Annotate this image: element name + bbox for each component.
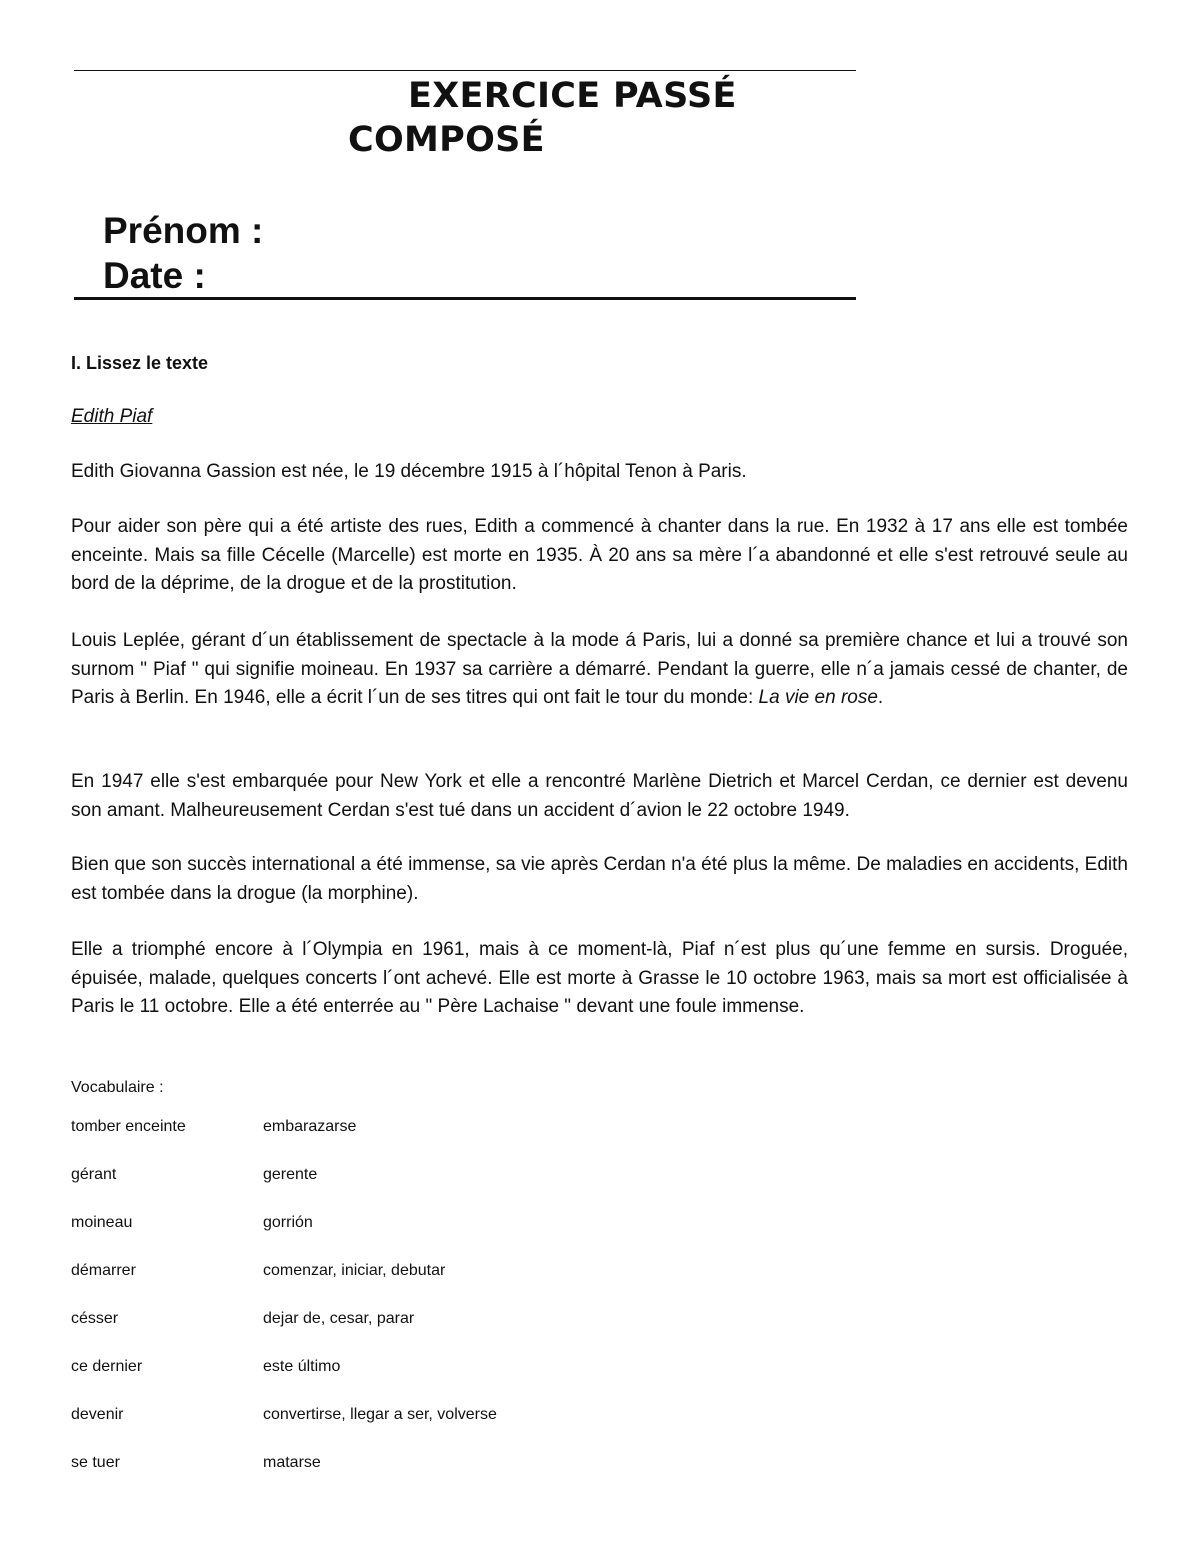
vocabulary-translation: gorrión bbox=[263, 1214, 313, 1231]
vocabulary-term: devenir bbox=[71, 1406, 124, 1423]
vocabulary-translation: gerente bbox=[263, 1166, 318, 1183]
paragraph-5: Bien que son succès international a été immense, sa vie après Cerdan n'a été plus la même. De maladies en accidents, Edith est tombée dans la drogue (la morphine). bbox=[71, 854, 1128, 904]
vocabulary-term: démarrer bbox=[71, 1262, 136, 1279]
vocabulary-term: tomber enceinte bbox=[71, 1118, 186, 1135]
text-title: Edith Piaf bbox=[71, 406, 153, 427]
vocabulary-term: se tuer bbox=[71, 1454, 120, 1471]
vocabulary-row bbox=[71, 1164, 497, 1212]
vocabulary-term: gérant bbox=[71, 1166, 117, 1183]
page-title-line-2: COMPOSÉ bbox=[348, 120, 545, 160]
vocabulary-row bbox=[71, 1116, 497, 1164]
vocabulary-row bbox=[71, 1404, 497, 1452]
page-title-line-1: EXERCICE PASSÉ bbox=[408, 76, 737, 116]
section-heading: I. Lissez le texte bbox=[71, 353, 209, 373]
header-top-rule bbox=[74, 70, 856, 71]
vocabulary-row bbox=[71, 1308, 497, 1356]
song-title: La vie en rose bbox=[758, 687, 878, 708]
vocabulary-row bbox=[71, 1356, 497, 1404]
paragraph-4: En 1947 elle s'est embarquée pour New York et elle a rencontré Marlène Dietrich et Marcel Cerdan, ce dernier est devenu son amant. Malheureusement Cerdan s'est tué dans un accident d´avion le 22 octobre 1949. bbox=[71, 771, 1128, 821]
paragraph-6: Elle a triomphé encore à l´Olympia en 1961, mais à ce moment-là, Piaf n´est plus qu´une femme en sursis. Droguée, épuisée, malade, quelques concerts l´ont achevé. Elle est morte à Grasse le 10 octobre 1963, mais sa mort est officialisée à Paris le 11 octobre. Elle a été enterrée au " Père Lachaise " devant une foule immense. bbox=[71, 939, 1128, 1017]
date-field-label: Date : bbox=[103, 255, 206, 296]
vocabulary-term: ce dernier bbox=[71, 1358, 143, 1375]
vocabulary-translation: este último bbox=[263, 1358, 341, 1375]
vocabulary-list bbox=[71, 1116, 497, 1500]
vocabulary-translation: dejar de, cesar, parar bbox=[263, 1310, 415, 1327]
prenom-field-label: Prénom : bbox=[103, 210, 264, 251]
header-bottom-rule bbox=[74, 297, 856, 300]
vocabulary-heading: Vocabulaire : bbox=[71, 1079, 164, 1096]
paragraph-3-text: Louis Leplée, gérant d´un établissement de spectacle à la mode á Paris, lui a donné sa première chance et lui a trouvé son surnom " Piaf " qui signifie moineau. En 1937 sa carrière a démarré. Pendant la guerre, elle n´a jamais cessé de chanter, de Paris à Berlin. En 1946, elle a écrit l´un de ses titres qui ont fait le tour du monde: bbox=[71, 630, 1128, 708]
vocabulary-term: césser bbox=[71, 1310, 119, 1327]
vocabulary-row bbox=[71, 1212, 497, 1260]
vocabulary-term: moineau bbox=[71, 1214, 133, 1231]
vocabulary-translation: comenzar, iniciar, debutar bbox=[263, 1262, 446, 1279]
paragraph-2: Pour aider son père qui a été artiste des rues, Edith a commencé à chanter dans la rue. En 1932 à 17 ans elle est tombée enceinte. Mais sa fille Cécelle (Marcelle) est morte en 1935. À 20 ans sa mère l´a abandonné et elle s'est retrouvé seule au bord de la déprime, de la drogue et de la prostitution. bbox=[71, 516, 1128, 594]
vocabulary-row bbox=[71, 1260, 497, 1308]
vocabulary-translation: matarse bbox=[263, 1454, 321, 1471]
paragraph-3 bbox=[71, 627, 1128, 713]
paragraph-1: Edith Giovanna Gassion est née, le 19 décembre 1915 à l´hôpital Tenon à Paris. bbox=[71, 461, 747, 482]
vocabulary-translation: convertirse, llegar a ser, volverse bbox=[263, 1406, 497, 1423]
paragraph-3-end: . bbox=[877, 687, 884, 708]
vocabulary-translation: embarazarse bbox=[263, 1118, 357, 1135]
vocabulary-row bbox=[71, 1452, 497, 1500]
